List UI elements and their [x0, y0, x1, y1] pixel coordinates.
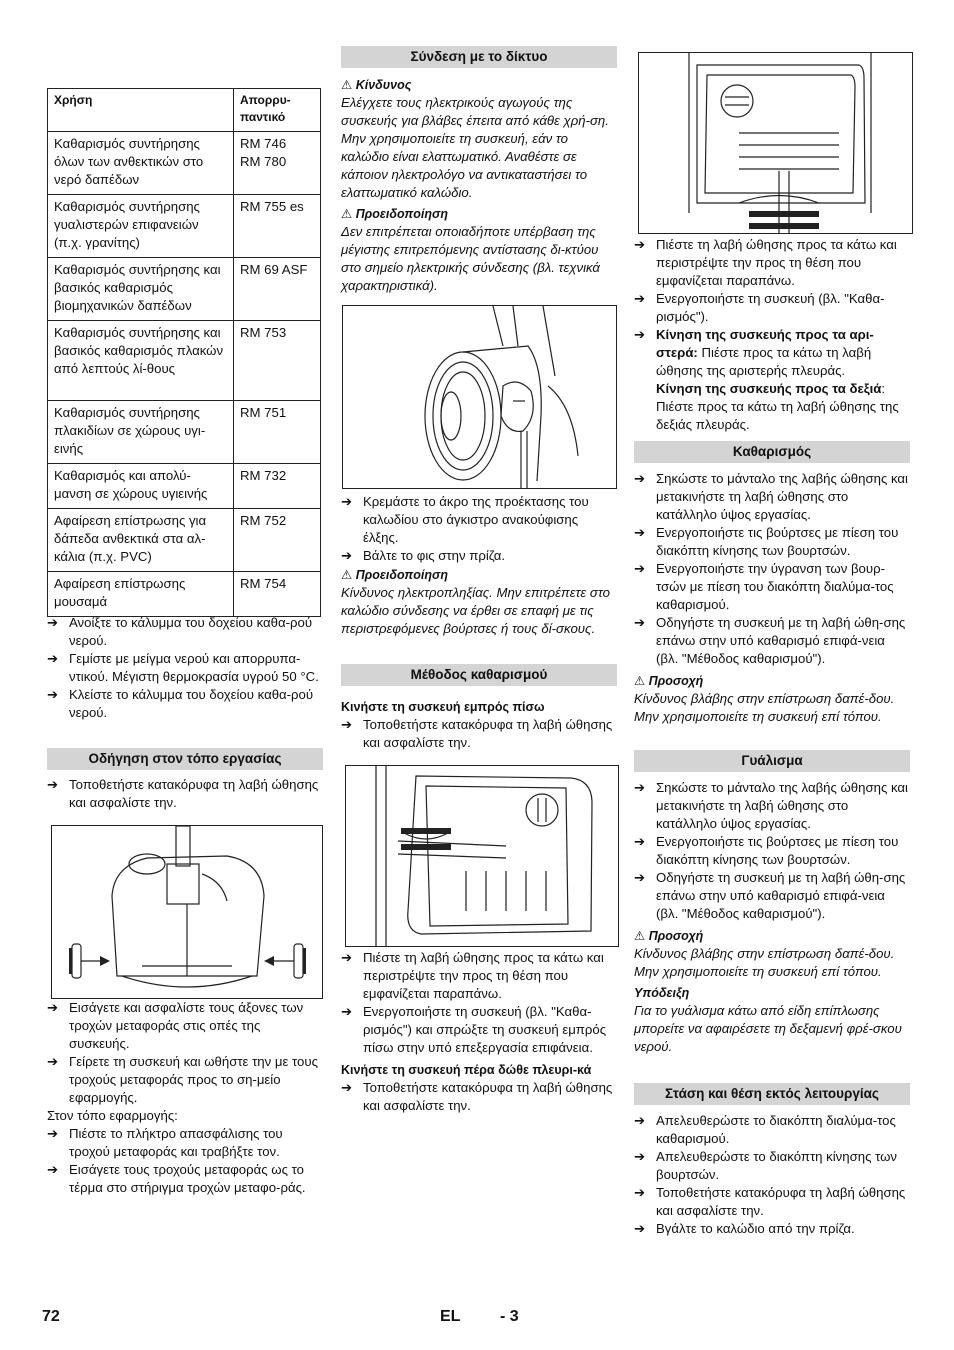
table-row — [48, 258, 321, 321]
arrow-icon: ➔ — [634, 471, 646, 486]
table-row — [48, 195, 321, 258]
arrow-icon: ➔ — [47, 1000, 59, 1015]
arrow-icon: ➔ — [634, 237, 646, 252]
language-code: EL — [440, 1308, 461, 1325]
table-cell-usage: Καθαρισμός συντήρησης όλων των ανθεκτικών στο νερό δαπέδων — [48, 132, 234, 195]
section-heading-mains: Σύνδεση με το δίκτυο — [341, 46, 617, 68]
table-header-usage: Χρήση — [48, 89, 234, 132]
warning-text: Κίνδυνος ηλεκτροπληξίας. Μην επιτρέπετε στο καλώδιο σύνδεσης να έρθει σε επαφή με τις περιστρεφόμενες βούρτσες ή τους δί-σκους. — [341, 585, 610, 636]
arrow-icon: ➔ — [634, 1113, 646, 1128]
table-cell-detergent: RM 752 — [234, 509, 321, 572]
table-row — [48, 401, 321, 464]
arrow-icon: ➔ — [634, 291, 646, 306]
arrow-icon: ➔ — [634, 870, 646, 885]
step: ➔ Εισάγετε και ασφαλίστε τους άξονες των τροχών μεταφοράς στις οπές της συσκευής. — [47, 1000, 304, 1051]
step: ➔ Τοποθετήστε κατακόρυφα τη λαβή ώθησης και ασφαλίστε την. — [47, 777, 319, 810]
step: ➔ Σηκώστε το μάνταλο της λαβής ώθησης και μετακινήστε τη λαβή ώθησης στο κατάλληλο ύψος εργασίας. — [634, 471, 908, 522]
transport-step-1 — [47, 776, 323, 812]
stop-steps — [634, 1112, 910, 1238]
arrow-icon: ➔ — [634, 525, 646, 540]
step: ➔ Πιέστε το πλήκτρο απασφάλισης του τροχού μεταφοράς και τραβήξτε τον. — [47, 1126, 283, 1159]
forward-steps — [341, 949, 617, 1115]
warning-triangle-icon: ⚠ — [634, 929, 646, 943]
step: ➔ Τοποθετήστε κατακόρυφα τη λαβή ώθησης και ασφαλίστε την. — [341, 1080, 613, 1113]
caution-heading: ⚠ Προσοχή — [634, 674, 704, 688]
table-header-row — [48, 89, 321, 132]
danger-heading: ⚠ Κίνδυνος — [341, 78, 412, 92]
polish-steps — [634, 779, 910, 1056]
warning-heading: ⚠ Προειδοποίηση — [341, 568, 448, 582]
detergent-table — [47, 88, 321, 617]
arrow-icon: ➔ — [47, 777, 59, 792]
danger-text: Ελέγχετε τους ηλεκτρικούς αγωγούς της συσκευής για βλάβες έπειτα από κάθε χρή-ση. Μην χρησιμοποιείτε τη συσκευή, εάν το καλώδιο είναι ελαττωματικό. Αναθέστε σε κάποιον ηλεκτρολόγο να αντικαταστήσει το ελαττωματικό καλώδιο. — [341, 95, 609, 200]
warning-heading: ⚠ Προειδοποίηση — [341, 207, 448, 221]
step: ➔ Κλείστε το κάλυμμα του δοχείου καθα-ρού νερού. — [47, 687, 314, 720]
figure-transport-wheels — [51, 825, 323, 999]
table-row — [48, 132, 321, 195]
arrow-icon: ➔ — [47, 651, 59, 666]
subheading-forward: Κινήστε τη συσκευή εμπρός πίσω — [341, 700, 545, 714]
section-heading-method: Μέθοδος καθαρισμού — [341, 664, 617, 686]
table-row — [48, 464, 321, 509]
subheading-side: Κινήστε τη συσκευή πέρα δώθε πλευρι-κά — [341, 1063, 592, 1077]
step: ➔ Κρεμάστε το άκρο της προέκτασης του καλωδίου στο άγκιστρο ανακούφισης έλξης. — [341, 494, 589, 545]
section-number: - 3 — [500, 1308, 519, 1325]
side-position-illustration — [639, 53, 912, 233]
table-cell-detergent: RM 754 — [234, 572, 321, 617]
side-steps — [634, 236, 910, 434]
table-cell-usage: Καθαρισμός συντήρησης πλακιδίων σε χώρους υγι-εινής — [48, 401, 234, 464]
caution-heading: ⚠ Προσοχή — [634, 929, 704, 943]
table-cell-detergent: RM 69 ASF — [234, 258, 321, 321]
arrow-icon: ➔ — [47, 1126, 59, 1141]
step: ➔ Βγάλτε το καλώδιο από την πρίζα. — [634, 1221, 855, 1236]
arrow-icon: ➔ — [341, 548, 353, 563]
arrow-icon: ➔ — [47, 1162, 59, 1177]
table-row — [48, 321, 321, 401]
caution-text: Κίνδυνος βλάβης στην επίστρωση δαπέ-δου. Μην χρησιμοποιείτε τη συσκευή επί τόπου. — [634, 691, 895, 724]
step: ➔ Απελευθερώστε το διακόπτη κίνησης των βουρτσών. — [634, 1149, 898, 1182]
arrow-icon: ➔ — [634, 780, 646, 795]
step: ➔ Σηκώστε το μάνταλο της λαβής ώθησης και μετακινήστε τη λαβή ώθησης στο κατάλληλο ύψος εργασίας. — [634, 780, 908, 831]
step: ➔ Εισάγετε τους τροχούς μεταφοράς ως το τέρμα στο στήριγμα τροχών μεταφο-ράς. — [47, 1162, 306, 1195]
warning-triangle-icon: ⚠ — [341, 568, 353, 582]
step: ➔ Ενεργοποιήστε τις βούρτσες με πίεση του διακόπτη κίνησης των βουρτσών. — [634, 834, 899, 867]
table-cell-usage: Καθαρισμός και απολύ-μανση σε χώρους υγιεινής — [48, 464, 234, 509]
step: ➔ Κίνηση της συσκευής προς τα αρι-στερά: Πιέστε προς τα κάτω τη λαβή ώθησης της αριστερής πλευράς. — [634, 327, 874, 378]
cable-hook-illustration — [343, 306, 616, 488]
warning-text: Δεν επιτρέπεται οποιαδήποτε υπέρβαση της μέγιστης επιτρεπόμενης αντίστασης δι-κτύου στο σημείο ηλεκτρικής σύνδεσης (βλ. τεχνικά χαρακτηριστικά). — [341, 224, 600, 293]
step: ➔ Γείρετε τη συσκευή και ωθήστε την με τους τροχούς μεταφοράς προς το ση-μείο εφαρμογής. — [47, 1054, 318, 1105]
caution-text: Κίνδυνος βλάβης στην επίστρωση δαπέ-δου. Μην χρησιμοποιείτε τη συσκευή επί τόπου. — [634, 946, 895, 979]
warning-triangle-icon: ⚠ — [341, 207, 353, 221]
arrow-icon: ➔ — [634, 1185, 646, 1200]
step: ➔ Γεμίστε με μείγμα νερού και απορρυπα-ντικού. Μέγιστη θερμοκρασία υγρού 50 °C. — [47, 651, 319, 684]
table-cell-detergent: RM 746 RM 780 — [234, 132, 321, 195]
transport-steps — [47, 999, 323, 1197]
warning-triangle-icon: ⚠ — [341, 78, 353, 92]
step: ➔ Ενεργοποιήστε την ύγρανση των βουρ-τσών με πίεση του διακόπτη διαλύμα-τος καθαρισμού. — [634, 561, 894, 612]
figure-cable-hook — [342, 305, 617, 489]
table-cell-usage: Αφαίρεση επίστρωσης μουσαμά — [48, 572, 234, 617]
arrow-icon: ➔ — [634, 1221, 646, 1236]
step: ➔ Ενεργοποιήστε τη συσκευή (βλ. "Καθα-ρισμός") και σπρώξτε τη συσκευή εμπρός πίσω στην υπό επεξεργασία επιφάνεια. — [341, 1004, 607, 1055]
table-cell-detergent: RM 751 — [234, 401, 321, 464]
table-cell-detergent: RM 732 — [234, 464, 321, 509]
step: ➔ Οδηγήστε τη συσκευή με τη λαβή ώθη-σης επάνω στην υπό καθαρισμό επιφά-νεια (βλ. "Μέθοδος καθαρισμού"). — [634, 870, 906, 921]
forward-position-illustration — [346, 766, 618, 946]
warning-triangle-icon: ⚠ — [634, 674, 646, 688]
table-cell-usage: Καθαρισμός συντήρησης και βασικός καθαρισμός βιομηχανικών δαπέδων — [48, 258, 234, 321]
mains-warnings — [341, 76, 617, 295]
at-site-label: Στον τόπο εφαρμογής: — [47, 1108, 178, 1123]
figure-forward-position — [345, 765, 619, 947]
note-text: Για το γυάλισμα κάτω από είδη επίπλωσης μπορείτε να αφαιρέσετε τη δεξαμενή φρέ-σκου νερού. — [634, 1003, 902, 1054]
page-number: 72 — [42, 1308, 60, 1325]
section-heading-polish: Γυάλισμα — [634, 750, 910, 772]
arrow-icon: ➔ — [341, 494, 353, 509]
step: ➔ Πιέστε τη λαβή ώθησης προς τα κάτω και περιστρέψτε την προς τη θέση που εμφανίζεται παραπάνω. — [341, 950, 604, 1001]
mains-steps — [341, 493, 617, 638]
step: ➔ Ενεργοποιήστε τις βούρτσες με πίεση του διακόπτη κίνησης των βουρτσών. — [634, 525, 899, 558]
section-heading-stop: Στάση και θέση εκτός λειτουργίας — [634, 1083, 910, 1105]
note-heading: Υπόδειξη — [634, 986, 690, 1000]
table-cell-usage: Αφαίρεση επίστρωσης για δάπεδα ανθεκτικά στα αλ-κάλια (π.χ. PVC) — [48, 509, 234, 572]
arrow-icon: ➔ — [341, 717, 353, 732]
table-cell-detergent: RM 753 — [234, 321, 321, 401]
section-heading-cleaning: Καθαρισμός — [634, 441, 910, 463]
step: ➔ Ενεργοποιήστε τη συσκευή (βλ. "Καθα-ρισμός"). — [634, 291, 885, 324]
arrow-icon: ➔ — [341, 1004, 353, 1019]
method-forward — [341, 698, 617, 752]
arrow-icon: ➔ — [47, 615, 59, 630]
table-cell-usage: Καθαρισμός συντήρησης και βασικός καθαρισμός πλακών από λεπτούς λί-θους — [48, 321, 234, 401]
arrow-icon: ➔ — [634, 561, 646, 576]
table-header-detergent: Απορρυ- παντικό — [234, 89, 321, 132]
figure-side-position — [638, 52, 913, 234]
step: ➔ Βάλτε το φις στην πρίζα. — [341, 548, 505, 563]
table-row — [48, 509, 321, 572]
step: ➔ Ανοίξτε το κάλυμμα του δοχείου καθα-ρού νερού. — [47, 615, 313, 648]
arrow-icon: ➔ — [634, 327, 646, 342]
arrow-icon: ➔ — [341, 1080, 353, 1095]
arrow-icon: ➔ — [634, 615, 646, 630]
arrow-icon: ➔ — [341, 950, 353, 965]
step: ➔ Οδηγήστε τη συσκευή με τη λαβή ώθη-σης επάνω στην υπό καθαρισμό επιφά-νεια (βλ. "Μέθοδος καθαρισμού"). — [634, 615, 906, 666]
step-continued: Κίνηση της συσκευής προς τα δεξιά: Πιέστε προς τα κάτω τη λαβή ώθησης της δεξιάς πλευράς. — [656, 381, 899, 432]
arrow-icon: ➔ — [634, 1149, 646, 1164]
step: ➔ Τοποθετήστε κατακόρυφα τη λαβή ώθησης και ασφαλίστε την. — [634, 1185, 906, 1218]
table-cell-detergent: RM 755 es — [234, 195, 321, 258]
step: ➔ Απελευθερώστε το διακόπτη διαλύμα-τος καθαρισμού. — [634, 1113, 896, 1146]
step: ➔ Πιέστε τη λαβή ώθησης προς τα κάτω και περιστρέψτε την προς τη θέση που εμφανίζεται παραπάνω. — [634, 237, 897, 288]
machine-wheels-illustration — [52, 826, 322, 998]
section-heading-transport: Οδήγηση στον τόπο εργασίας — [47, 748, 323, 770]
step: ➔ Τοποθετήστε κατακόρυφα τη λαβή ώθησης και ασφαλίστε την. — [341, 717, 613, 750]
arrow-icon: ➔ — [47, 1054, 59, 1069]
cleaning-steps — [634, 470, 910, 726]
table-cell-usage: Καθαρισμός συντήρησης γυαλιστερών επιφανειών (π.χ. γρανίτης) — [48, 195, 234, 258]
arrow-icon: ➔ — [47, 687, 59, 702]
fill-steps — [47, 614, 323, 722]
table-row — [48, 572, 321, 617]
arrow-icon: ➔ — [634, 834, 646, 849]
